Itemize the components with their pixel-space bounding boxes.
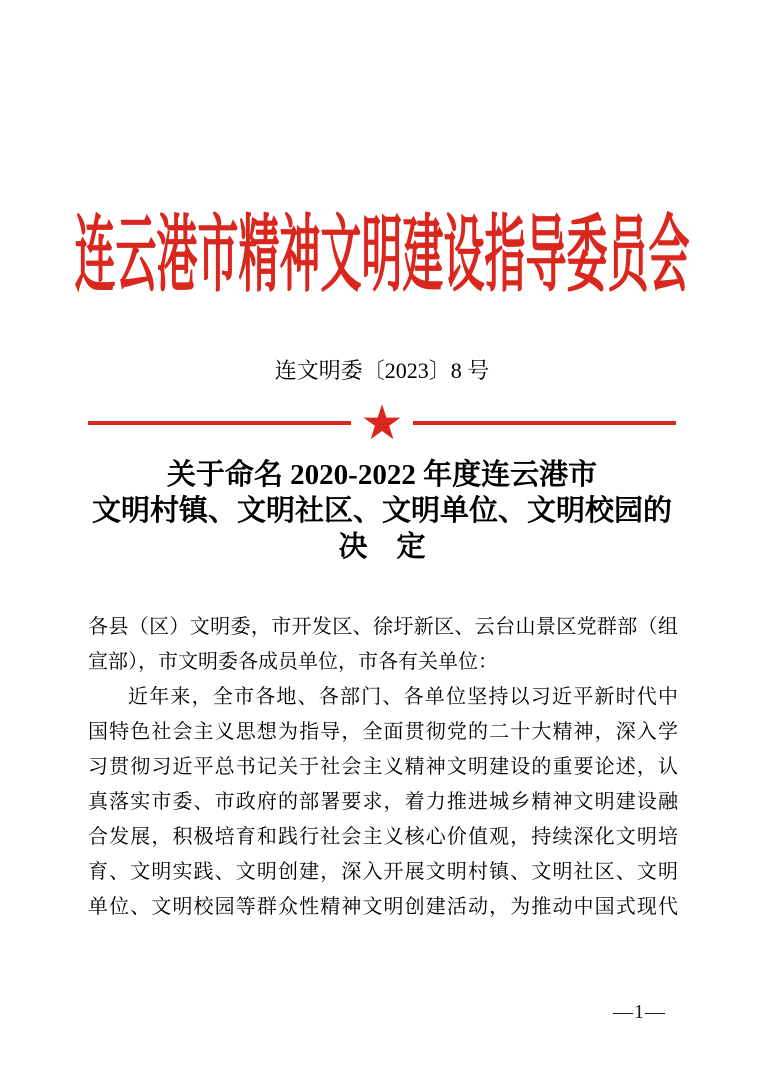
red-rule-right — [413, 421, 676, 425]
salutation-line: 各县（区）文明委，市开发区、徐圩新区、云台山景区党群部（组 — [88, 616, 678, 638]
body-text-line: 真落实市委、市政府的部署要求，着力推进城乡精神文明建设融 — [88, 791, 678, 813]
document-title — [0, 457, 764, 565]
star-icon: ★ — [360, 395, 404, 451]
letterhead — [0, 186, 764, 308]
page-number: —1— — [613, 1001, 666, 1023]
body-text-line: 单位、文明校园等群众性精神文明创建活动，为推动中国式现代 — [88, 896, 678, 918]
body-text-line: 合发展，积极培育和践行社会主义核心价值观，持续深化文明培 — [88, 826, 678, 848]
document-title-line: 决 定 — [338, 531, 426, 563]
body-text-line: 近年来，全市各地、各部门、各单位坚持以习近平新时代中 — [128, 686, 678, 708]
body-text-line: 国特色社会主义思想为指导，全面贯彻党的二十大精神，深入学 — [88, 721, 678, 743]
letterhead-title: 连云港市精神文明建设指导委员会 — [74, 207, 690, 302]
body-text — [88, 610, 678, 925]
body-text-line: 育、文明实践、文明创建，深入开展文明村镇、文明社区、文明 — [88, 861, 678, 883]
document-title-line: 关于命名 2020-2022 年度连云港市 — [166, 459, 598, 491]
body-text-line: 习贯彻习近平总书记关于社会主义精神文明建设的重要论述，认 — [88, 756, 678, 778]
doc-number: 连文明委〔2023〕8 号 — [274, 358, 490, 383]
red-separator — [88, 395, 676, 451]
salutation-line: 宣部），市文明委各成员单位，市各有关单位： — [88, 651, 498, 673]
red-rule-left — [88, 421, 351, 425]
document-title-line: 文明村镇、文明社区、文明单位、文明校园的 — [91, 495, 672, 527]
